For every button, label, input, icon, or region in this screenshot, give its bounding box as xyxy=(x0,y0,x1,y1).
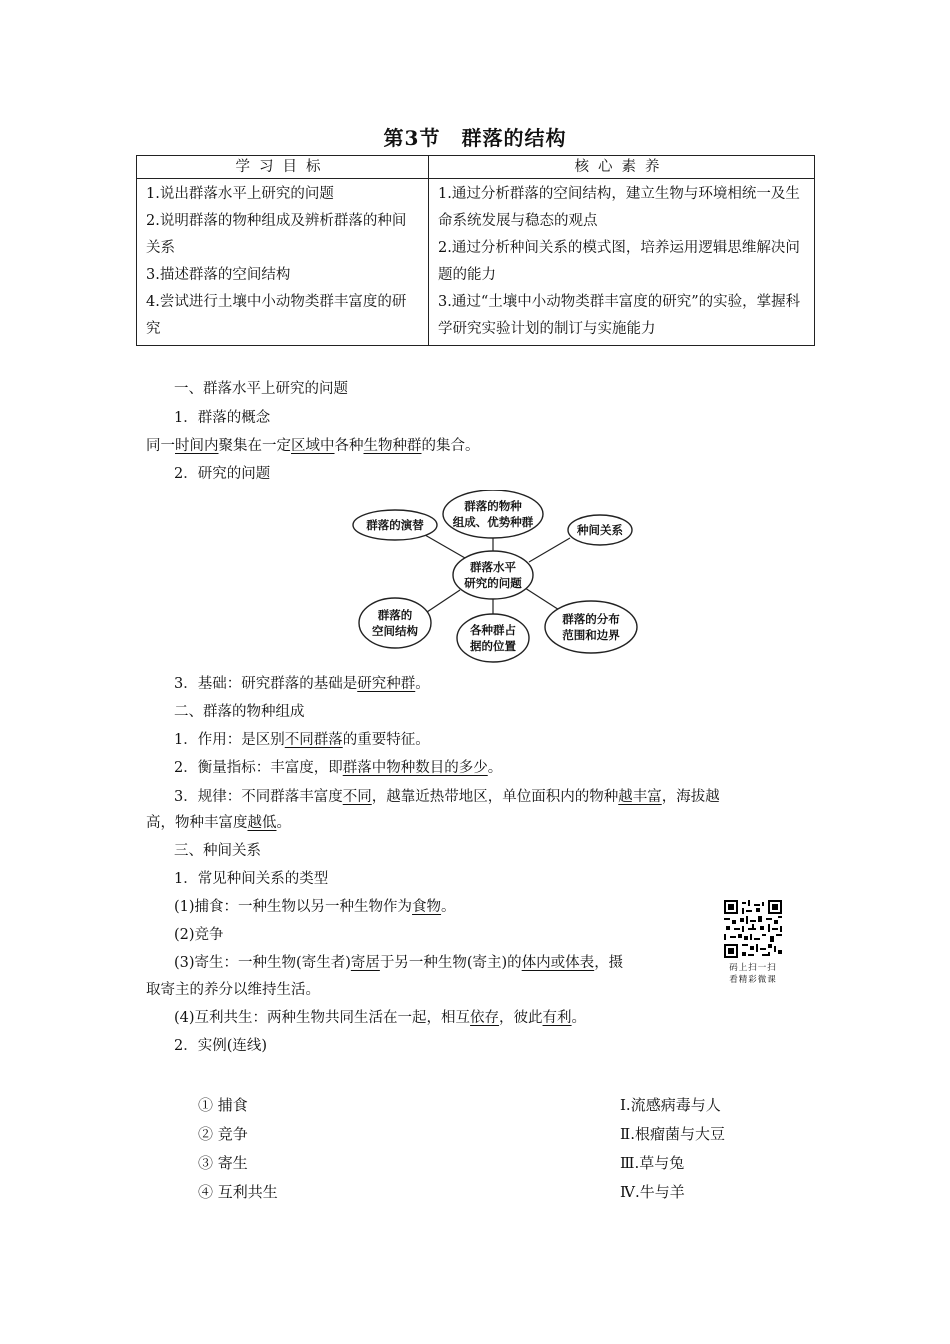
match-left-column xyxy=(198,1091,278,1207)
node-center-2: 研究的问题 xyxy=(464,576,522,590)
node-distribution-2: 范围和边界 xyxy=(562,628,620,642)
match-right-item[interactable]: Ⅳ.牛与羊 xyxy=(620,1183,685,1201)
node-distribution: 群落的分布 xyxy=(562,612,620,626)
node-spatial-structure-2: 空间结构 xyxy=(372,624,418,638)
literacy-item: 3.通过“土壤中小动物类群丰富度的研究”的实验，掌握科学研究实验计划的制订与实施能力 xyxy=(438,294,801,337)
node-position-2: 据的位置 xyxy=(470,639,516,653)
goal-item: 2.说明群落的物种组成及辨析群落的种间关系 xyxy=(146,213,407,256)
parasitism-line-cont: 取寄主的养分以维持生活。 xyxy=(146,982,320,998)
page-title: 第3节 群落的结构 xyxy=(383,126,567,150)
predation-line: (1)捕食：一种生物以另一种生物作为食物。 xyxy=(174,899,456,915)
goal-item: 1.说出群落水平上研究的问题 xyxy=(146,186,334,202)
header-learning-goals: 学习目标 xyxy=(137,156,429,179)
qr-caption-1: 码上扫一扫 xyxy=(729,963,777,973)
match-left-item[interactable]: ① 捕食 xyxy=(198,1096,248,1114)
qr-code-block[interactable] xyxy=(724,900,782,986)
mutualism-line: (4)互利共生：两种生物共同生活在一起，相互依存，彼此有利。 xyxy=(174,1010,587,1026)
goal-item: 3.描述群落的空间结构 xyxy=(146,267,291,283)
node-spatial-structure: 群落的 xyxy=(377,608,413,622)
goal-item: 4.尝试进行土壤中小动物类群丰富度的研究 xyxy=(146,294,407,337)
community-research-diagram xyxy=(345,490,645,665)
objectives-table xyxy=(136,155,815,346)
core-literacy-cell xyxy=(429,179,815,346)
basis-sentence: 3．基础：研究群落的基础是研究种群。 xyxy=(174,676,430,692)
literacy-item: 2.通过分析种间关系的模式图，培养运用逻辑思维解决问题的能力 xyxy=(438,240,800,283)
function-sentence: 1．作用：是区别不同群落的重要特征。 xyxy=(174,732,430,748)
match-right-item[interactable]: Ⅰ.流感病毒与人 xyxy=(620,1096,721,1114)
parasitism-line: (3)寄生：一种生物(寄生者)寄居于另一种生物(寄主)的体内或体表，摄 xyxy=(174,955,624,971)
richness-sentence: 2．衡量指标：丰富度，即群落中物种数目的多少。 xyxy=(174,760,503,776)
rule-sentence: 3．规律：不同群落丰富度不同，越靠近热带地区，单位面积内的物种越丰富，海拔越 xyxy=(174,789,720,805)
competition-line: (2)竞争 xyxy=(174,927,224,943)
node-succession: 群落的演替 xyxy=(366,518,424,532)
qr-code-icon[interactable] xyxy=(724,900,782,958)
match-right-column xyxy=(620,1091,725,1207)
section-heading: 三、种间关系 xyxy=(174,843,261,859)
rule-sentence-cont: 高，物种丰富度越低。 xyxy=(146,815,291,831)
section-heading: 二、群落的物种组成 xyxy=(174,704,305,720)
match-right-item[interactable]: Ⅲ.草与兔 xyxy=(620,1154,685,1172)
literacy-item: 1.通过分析群落的空间结构，建立生物与环境相统一及生命系统发展与稳态的观点 xyxy=(438,186,800,229)
header-core-literacy: 核心素养 xyxy=(429,156,815,179)
match-left-item[interactable]: ② 竞争 xyxy=(198,1125,248,1143)
qr-caption-2: 看精彩微课 xyxy=(729,975,777,985)
match-left-item[interactable]: ③ 寄生 xyxy=(198,1154,248,1172)
paragraph-title: 1．常见种间关系的类型 xyxy=(174,871,329,887)
node-species-composition: 群落的物种 xyxy=(464,499,522,513)
node-species-composition-2: 组成、优势种群 xyxy=(452,515,534,529)
node-interspecific: 种间关系 xyxy=(577,523,623,537)
paragraph-title: 1．群落的概念 xyxy=(174,410,271,426)
match-right-item[interactable]: Ⅱ.根瘤菌与大豆 xyxy=(620,1125,725,1143)
learning-goals-cell xyxy=(137,179,429,346)
section-heading: 一、群落水平上研究的问题 xyxy=(174,381,348,397)
match-left-item[interactable]: ④ 互利共生 xyxy=(198,1183,278,1201)
concept-sentence: 同一时间内聚集在一定区域中各种生物种群的集合。 xyxy=(146,438,480,454)
paragraph-title: 2．研究的问题 xyxy=(174,466,271,482)
paragraph-title: 2．实例(连线) xyxy=(174,1038,268,1054)
node-center: 群落水平 xyxy=(470,560,516,574)
node-position: 各种群占 xyxy=(470,623,516,637)
